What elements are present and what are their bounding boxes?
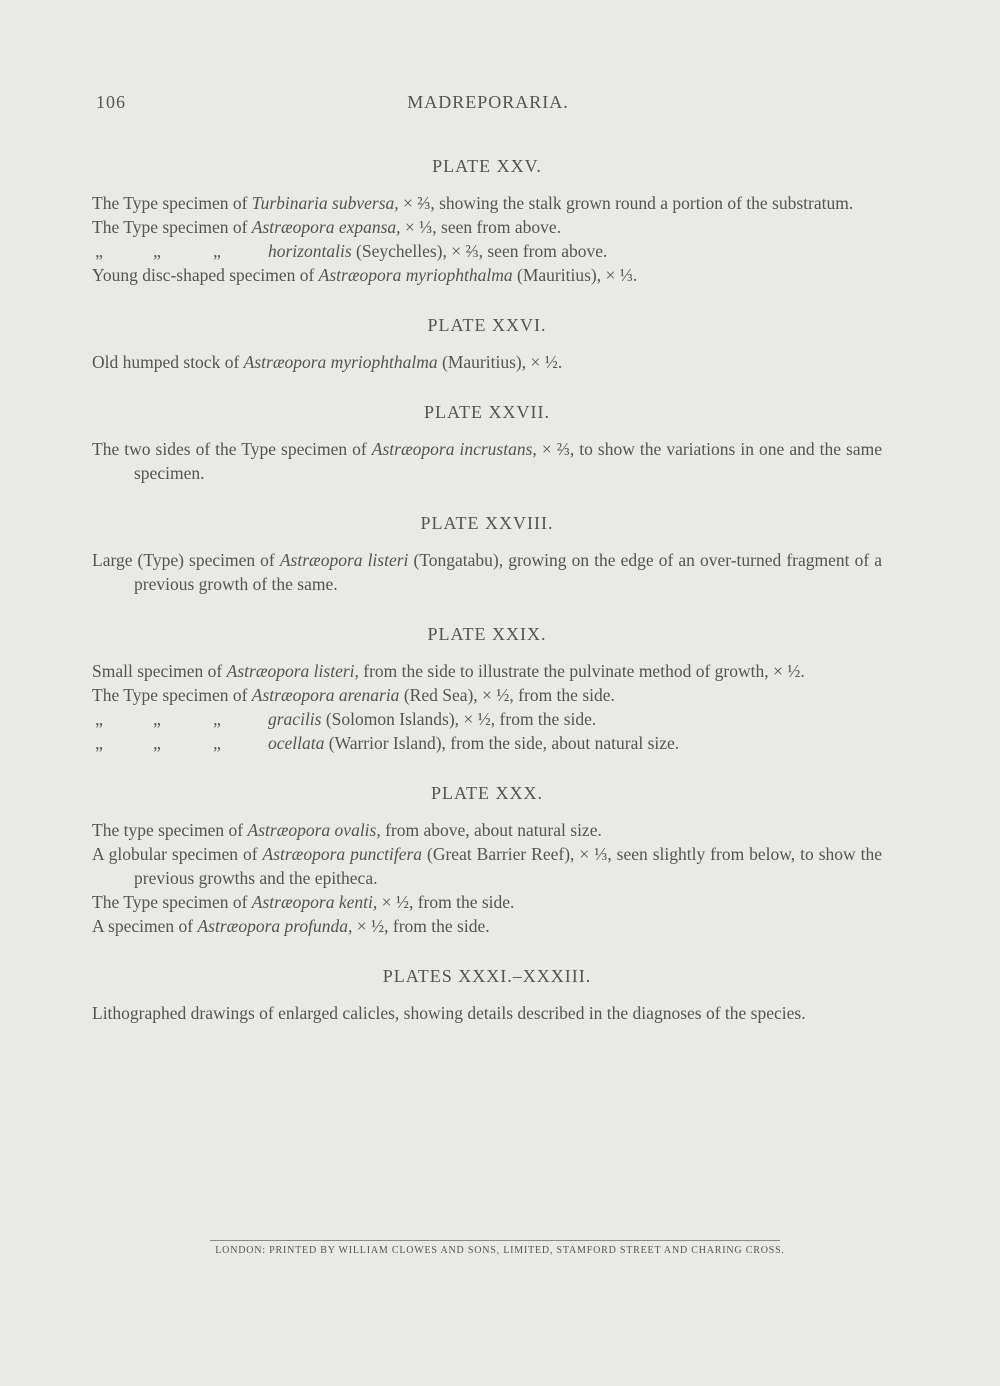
plate-entry xyxy=(92,548,882,596)
plate-entry xyxy=(92,350,882,374)
entry-text: from above, about natural size. xyxy=(380,820,602,840)
plate-heading: PLATE XXIX. xyxy=(427,624,547,644)
plate-heading: PLATE XXVII. xyxy=(424,402,550,422)
entry-text: (Seychelles), × ⅔, seen from above. xyxy=(351,241,608,261)
entry-text: Large (Type) specimen of xyxy=(92,550,280,570)
entry-text: Old humped stock of xyxy=(92,352,244,372)
entry-text: The Type specimen of xyxy=(92,193,252,213)
plate-entry xyxy=(92,818,882,842)
species-name: Astræopora listeri xyxy=(279,550,409,570)
entry-text: × ⅓, seen from above. xyxy=(400,217,562,237)
plate-entry xyxy=(92,731,882,755)
plate-entry xyxy=(92,842,882,890)
species-name: Astræopora punctifera xyxy=(262,844,423,864)
species-name: ocellata xyxy=(268,733,325,753)
entry-text: A specimen of xyxy=(92,916,198,936)
plate-section xyxy=(92,783,882,938)
plate-section xyxy=(92,315,882,374)
ditto-mark: „ xyxy=(95,733,103,753)
plate-entry xyxy=(92,707,882,731)
entry-text: The Type specimen of xyxy=(92,217,252,237)
plate-entry xyxy=(92,914,882,938)
entry-text: × ⅔, to show the variations in one and the same specimen. xyxy=(134,439,883,483)
species-name: Astræopora kenti, xyxy=(251,892,378,912)
species-name: Astræopora myriophthalma xyxy=(243,352,438,372)
entry-text: (Tongatabu), growing on the edge of an over-turned fragment of a previous growth of the same. xyxy=(134,550,882,594)
entry-text: (Red Sea), × ½, from the side. xyxy=(399,685,615,705)
entry-text: The Type specimen of xyxy=(92,685,252,705)
entry-text: Lithographed drawings of enlarged calicles, showing details described in the diagnoses of the species. xyxy=(92,1003,806,1023)
plate-section xyxy=(92,402,882,485)
plate-section xyxy=(92,513,882,596)
page-number: 106 xyxy=(96,92,126,112)
plate-entry xyxy=(92,437,882,485)
species-name: Astræopora profunda, xyxy=(197,916,353,936)
plate-heading: PLATE XXVIII. xyxy=(420,513,554,533)
entry-text: (Solomon Islands), × ½, from the side. xyxy=(321,709,597,729)
plate-section xyxy=(92,966,882,1025)
plate-entry xyxy=(92,215,882,239)
running-title: MADREPORARIA. xyxy=(407,92,569,112)
ditto-mark: „ xyxy=(153,733,161,753)
species-name: Astræopora expansa, xyxy=(251,217,401,237)
plate-entry xyxy=(92,191,882,215)
plate-heading: PLATES XXXI.–XXXIII. xyxy=(382,966,592,986)
ditto-mark: „ xyxy=(153,241,161,261)
species-name: Turbinaria subversa, xyxy=(251,193,399,213)
entry-text: (Mauritius), × ⅓. xyxy=(512,265,638,285)
footer-rule xyxy=(210,1240,780,1241)
plate-entry xyxy=(92,890,882,914)
species-name: Astræopora myriophthalma xyxy=(318,265,513,285)
species-name: Astræopora listeri, xyxy=(226,661,359,681)
plate-heading: PLATE XXV. xyxy=(432,156,542,176)
plate-entry xyxy=(92,1001,882,1025)
species-name: horizontalis xyxy=(268,241,352,261)
plate-heading: PLATE XXVI. xyxy=(427,315,547,335)
ditto-mark: „ xyxy=(213,733,221,753)
entry-text: × ½, from the side. xyxy=(377,892,515,912)
plate-heading: PLATE XXX. xyxy=(431,783,543,803)
entry-text: The two sides of the Type specimen of xyxy=(92,439,372,459)
plate-section xyxy=(92,156,882,287)
entry-text: × ½, from the side. xyxy=(352,916,490,936)
ditto-mark: „ xyxy=(213,241,221,261)
species-name: Astræopora incrustans, xyxy=(371,439,537,459)
entry-text: The Type specimen of xyxy=(92,892,252,912)
entry-text: Small specimen of xyxy=(92,661,227,681)
species-name: gracilis xyxy=(268,709,322,729)
ditto-mark: „ xyxy=(213,709,221,729)
entry-text: (Great Barrier Reef), × ⅓, seen slightly from below, to show the previous growths and the epitheca. xyxy=(134,844,882,888)
plate-entry xyxy=(92,263,882,287)
entry-text: × ⅔, showing the stalk grown round a portion of the substratum. xyxy=(398,193,854,213)
ditto-mark: „ xyxy=(95,241,103,261)
plate-entry xyxy=(92,239,882,263)
ditto-mark: „ xyxy=(153,709,161,729)
entry-text: (Mauritius), × ½. xyxy=(437,352,563,372)
ditto-mark: „ xyxy=(95,709,103,729)
entry-text: from the side to illustrate the pulvinate method of growth, × ½. xyxy=(358,661,805,681)
entry-text: A globular specimen of xyxy=(92,844,263,864)
plate-entry xyxy=(92,683,882,707)
species-name: Astræopora ovalis, xyxy=(247,820,381,840)
entry-text: Young disc-shaped specimen of xyxy=(92,265,319,285)
plate-descriptions xyxy=(92,156,882,1053)
plate-section xyxy=(92,624,882,755)
printer-imprint: LONDON: PRINTED BY WILLIAM CLOWES AND SONS, LIMITED, STAMFORD STREET AND CHARING CROSS. xyxy=(215,1245,785,1256)
entry-text: (Warrior Island), from the side, about natural size. xyxy=(324,733,680,753)
plate-entry xyxy=(92,659,882,683)
species-name: Astræopora arenaria xyxy=(251,685,400,705)
entry-text: The type specimen of xyxy=(92,820,248,840)
